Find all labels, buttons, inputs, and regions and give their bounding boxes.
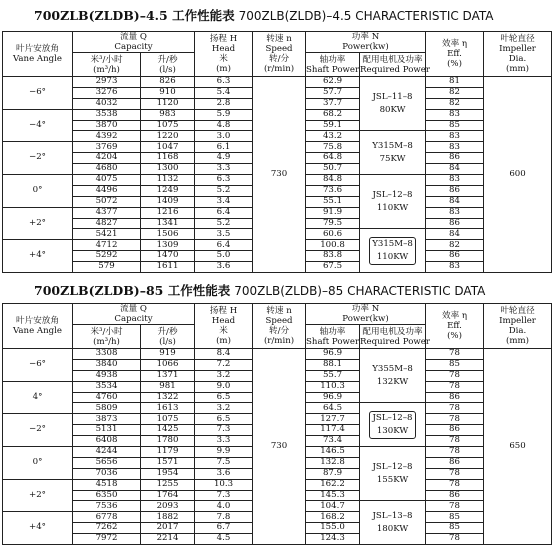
motor-model: Y315M–8 — [372, 140, 413, 151]
efficiency-cell: 83 — [426, 131, 484, 142]
header-speed — [253, 32, 306, 77]
efficiency-cell: 78 — [426, 501, 484, 512]
required-power-cell — [360, 447, 426, 501]
header-capacity-m3h — [73, 53, 141, 77]
capacity-m3h-cell: 5421 — [73, 229, 141, 240]
efficiency-cell: 78 — [426, 403, 484, 414]
capacity-m3h-cell: 3538 — [73, 109, 141, 120]
shaft-power-cell: 62.9 — [306, 77, 360, 88]
motor-power: 130KW — [376, 425, 409, 436]
capacity-m3h-cell: 3870 — [73, 120, 141, 131]
capacity-m3h-cell: 3873 — [73, 414, 141, 425]
capacity-ls-cell: 910 — [141, 87, 195, 98]
motor-model: JSL–12–8 — [372, 412, 413, 423]
capacity-m3h-cell: 6408 — [73, 436, 141, 447]
power-label: 功率 N Power(kw) — [342, 32, 389, 52]
capacity-m3h-cell: 4680 — [73, 164, 141, 175]
capacity-m3h-cell: 3534 — [73, 381, 141, 392]
capacity-m3h-cell: 4377 — [73, 207, 141, 218]
shaft-power-cell: 79.5 — [306, 218, 360, 229]
capacity-m3h-cell: 7036 — [73, 468, 141, 479]
capacity-ls-cell: 1255 — [141, 479, 195, 490]
shaft-power-cell: 110.3 — [306, 381, 360, 392]
capacity-ls-cell: 1764 — [141, 490, 195, 501]
motor-box — [369, 411, 415, 439]
capacity-m3h-cell: 4204 — [73, 153, 141, 164]
header-capacity-m3h — [73, 325, 141, 349]
shaft-power-cell: 96.9 — [306, 349, 360, 360]
capacity-ls-label: 升/秒 (l/s) — [157, 326, 178, 347]
efficiency-cell: 85 — [426, 512, 484, 523]
shaft-power-cell: 91.9 — [306, 207, 360, 218]
shaft-power-cell: 75.8 — [306, 142, 360, 153]
table-title — [34, 281, 485, 299]
capacity-ls-cell: 1371 — [141, 370, 195, 381]
capacity-m3h-cell: 4938 — [73, 370, 141, 381]
capacity-m3h-cell: 7262 — [73, 523, 141, 534]
header-speed — [253, 304, 306, 349]
head-cell: 3.2 — [195, 370, 253, 381]
motor-power: 132KW — [376, 376, 409, 387]
shaft-power-cell: 127.7 — [306, 414, 360, 425]
efficiency-cell: 78 — [426, 447, 484, 458]
shaft-power-cell: 50.7 — [306, 164, 360, 175]
capacity-m3h-cell: 7972 — [73, 534, 141, 545]
efficiency-cell: 83 — [426, 207, 484, 218]
efficiency-cell: 78 — [426, 370, 484, 381]
capacity-label: 流量 Q Capacity — [114, 304, 153, 324]
capacity-ls-cell: 1047 — [141, 142, 195, 153]
head-cell: 5.2 — [195, 218, 253, 229]
motor-model: JSL–12–8 — [372, 189, 413, 200]
shaft-power-label: 轴功率 Shaft Power — [306, 54, 360, 75]
head-cell: 9.9 — [195, 447, 253, 458]
characteristic-table — [2, 303, 552, 545]
capacity-m3h-label: 米³/小时 (m³/h) — [90, 326, 123, 347]
head-cell: 3.5 — [195, 229, 253, 240]
efficiency-cell: 86 — [426, 392, 484, 403]
efficiency-cell: 86 — [426, 490, 484, 501]
efficiency-cell: 81 — [426, 77, 484, 88]
capacity-ls-cell: 1571 — [141, 457, 195, 468]
capacity-ls-cell: 1780 — [141, 436, 195, 447]
capacity-m3h-cell: 3276 — [73, 87, 141, 98]
vane-angle-cell: −4° — [3, 109, 73, 142]
head-cell: 9.0 — [195, 381, 253, 392]
efficiency-cell: 78 — [426, 436, 484, 447]
efficiency-cell: 78 — [426, 468, 484, 479]
capacity-label: 流量 Q Capacity — [114, 32, 153, 52]
head-cell: 10.3 — [195, 479, 253, 490]
capacity-ls-cell: 919 — [141, 349, 195, 360]
capacity-m3h-cell: 2973 — [73, 77, 141, 88]
head-cell: 6.3 — [195, 175, 253, 186]
required-power-label: 配用电机及功率 Required Power — [360, 54, 430, 75]
capacity-m3h-cell: 579 — [73, 262, 141, 273]
header-efficiency — [426, 304, 484, 349]
header-impeller — [484, 32, 552, 77]
capacity-m3h-cell: 5292 — [73, 251, 141, 262]
head-cell: 3.3 — [195, 436, 253, 447]
required-power-label: 配用电机及功率 Required Power — [360, 326, 430, 347]
capacity-ls-cell: 1882 — [141, 512, 195, 523]
vane-angle-cell: −6° — [3, 349, 73, 382]
capacity-ls-cell: 1954 — [141, 468, 195, 479]
table-row — [3, 77, 552, 88]
efficiency-cell: 82 — [426, 98, 484, 109]
head-cell: 6.4 — [195, 240, 253, 251]
shaft-power-label: 轴功率 Shaft Power — [306, 326, 360, 347]
capacity-ls-cell: 1132 — [141, 175, 195, 186]
shaft-power-cell: 84.8 — [306, 175, 360, 186]
motor-model: Y355M–8 — [372, 363, 413, 374]
title-english: 700ZLB(ZLDB)–4.5 CHARACTERISTIC DATA — [238, 9, 494, 23]
header-head — [195, 32, 253, 77]
capacity-m3h-cell: 4518 — [73, 479, 141, 490]
head-cell: 7.3 — [195, 425, 253, 436]
efficiency-cell: 86 — [426, 153, 484, 164]
head-cell: 4.8 — [195, 120, 253, 131]
motor-power: 110KW — [376, 251, 409, 262]
capacity-m3h-cell: 4032 — [73, 98, 141, 109]
head-cell: 5.4 — [195, 87, 253, 98]
efficiency-cell: 83 — [426, 109, 484, 120]
capacity-ls-cell: 1249 — [141, 185, 195, 196]
capacity-m3h-cell: 4712 — [73, 240, 141, 251]
motor-power: 155KW — [376, 474, 409, 485]
title-main: 700ZLB(ZLDB)–4.5 工作性能表 — [34, 8, 235, 23]
capacity-m3h-cell: 5131 — [73, 425, 141, 436]
shaft-power-cell: 83.8 — [306, 251, 360, 262]
capacity-m3h-cell: 4760 — [73, 392, 141, 403]
header-vane-angle — [3, 304, 73, 349]
head-cell: 6.5 — [195, 392, 253, 403]
capacity-ls-cell: 1168 — [141, 153, 195, 164]
head-cell: 3.2 — [195, 403, 253, 414]
speed-label: 转速 n Speed 转/分 (r/min) — [263, 34, 295, 74]
capacity-ls-cell: 2093 — [141, 501, 195, 512]
efficiency-cell: 86 — [426, 457, 484, 468]
efficiency-cell: 78 — [426, 349, 484, 360]
header-power — [306, 32, 426, 53]
head-cell: 6.7 — [195, 523, 253, 534]
impeller-label: 叶轮直径 Impeller Dia. (mm) — [499, 34, 536, 74]
shaft-power-cell: 55.1 — [306, 196, 360, 207]
efficiency-label: 效率 η Eff. (%) — [441, 39, 468, 69]
capacity-ls-cell: 1613 — [141, 403, 195, 414]
header-efficiency — [426, 32, 484, 77]
head-cell: 3.3 — [195, 164, 253, 175]
vane-angle-cell: −6° — [3, 77, 73, 110]
table-row — [3, 349, 552, 360]
head-cell: 6.1 — [195, 142, 253, 153]
efficiency-cell: 78 — [426, 414, 484, 425]
capacity-ls-cell: 1120 — [141, 98, 195, 109]
capacity-m3h-cell: 6350 — [73, 490, 141, 501]
shaft-power-cell: 96.9 — [306, 392, 360, 403]
header-required-power — [360, 53, 430, 77]
vane-angle-label: 叶片安放角 Vane Angle — [13, 44, 62, 64]
header-required-power — [360, 325, 430, 349]
capacity-ls-cell: 1220 — [141, 131, 195, 142]
shaft-power-cell: 57.7 — [306, 87, 360, 98]
head-cell: 6.5 — [195, 414, 253, 425]
capacity-m3h-cell: 7536 — [73, 501, 141, 512]
efficiency-cell: 86 — [426, 218, 484, 229]
header-power — [306, 304, 426, 325]
shaft-power-cell: 168.2 — [306, 512, 360, 523]
efficiency-cell: 82 — [426, 87, 484, 98]
capacity-ls-cell: 1425 — [141, 425, 195, 436]
impeller-cell: 600 — [484, 77, 552, 273]
efficiency-cell: 82 — [426, 240, 484, 251]
vane-angle-cell: −2° — [3, 414, 73, 447]
shaft-power-cell: 155.0 — [306, 523, 360, 534]
speed-cell: 730 — [253, 77, 306, 273]
header-vane-angle — [3, 32, 73, 77]
capacity-m3h-cell: 3840 — [73, 359, 141, 370]
capacity-m3h-cell: 4496 — [73, 185, 141, 196]
vane-angle-cell: 0° — [3, 175, 73, 208]
header-shaft-power — [306, 53, 360, 77]
head-cell: 4.5 — [195, 534, 253, 545]
capacity-ls-cell: 1179 — [141, 447, 195, 458]
shaft-power-cell: 64.5 — [306, 403, 360, 414]
motor-model: JSL–13–8 — [372, 510, 413, 521]
capacity-ls-cell: 1066 — [141, 359, 195, 370]
efficiency-label: 效率 η Eff. (%) — [441, 311, 468, 341]
head-cell: 7.8 — [195, 512, 253, 523]
head-cell: 7.2 — [195, 359, 253, 370]
shaft-power-cell: 73.6 — [306, 185, 360, 196]
required-power-cell — [360, 229, 426, 273]
capacity-ls-cell: 983 — [141, 109, 195, 120]
required-power-cell — [360, 175, 426, 229]
head-cell: 3.6 — [195, 468, 253, 479]
efficiency-cell: 83 — [426, 175, 484, 186]
header-impeller — [484, 304, 552, 349]
impeller-cell: 650 — [484, 349, 552, 545]
required-power-cell — [360, 77, 426, 131]
head-cell: 8.4 — [195, 349, 253, 360]
capacity-m3h-cell: 5809 — [73, 403, 141, 414]
capacity-ls-cell: 2017 — [141, 523, 195, 534]
capacity-ls-cell: 826 — [141, 77, 195, 88]
title-main: 700ZLB(ZLDB)–85 工作性能表 — [34, 283, 231, 298]
vane-angle-cell: +4° — [3, 512, 73, 545]
capacity-ls-cell: 1341 — [141, 218, 195, 229]
head-cell: 5.0 — [195, 251, 253, 262]
vane-angle-label: 叶片安放角 Vane Angle — [13, 316, 62, 336]
capacity-m3h-cell: 4392 — [73, 131, 141, 142]
motor-power: 80KW — [379, 104, 406, 115]
capacity-ls-cell: 1470 — [141, 251, 195, 262]
shaft-power-cell: 100.8 — [306, 240, 360, 251]
head-cell: 3.0 — [195, 131, 253, 142]
head-cell: 5.9 — [195, 109, 253, 120]
shaft-power-cell: 117.4 — [306, 425, 360, 436]
efficiency-cell: 86 — [426, 425, 484, 436]
motor-power: 110KW — [376, 202, 409, 213]
shaft-power-cell: 145.3 — [306, 490, 360, 501]
efficiency-cell: 78 — [426, 381, 484, 392]
header-capacity-ls — [141, 53, 195, 77]
capacity-m3h-label: 米³/小时 (m³/h) — [90, 54, 123, 75]
shaft-power-cell: 132.8 — [306, 457, 360, 468]
capacity-m3h-cell: 4244 — [73, 447, 141, 458]
efficiency-cell: 83 — [426, 142, 484, 153]
capacity-m3h-cell: 5072 — [73, 196, 141, 207]
capacity-ls-cell: 1300 — [141, 164, 195, 175]
vane-angle-cell: +2° — [3, 479, 73, 512]
head-label: 扬程 H Head 米 (m) — [209, 34, 238, 74]
vane-angle-cell: +2° — [3, 207, 73, 240]
header-head — [195, 304, 253, 349]
capacity-ls-cell: 981 — [141, 381, 195, 392]
shaft-power-cell: 43.2 — [306, 131, 360, 142]
shaft-power-cell: 162.2 — [306, 479, 360, 490]
head-cell: 6.4 — [195, 207, 253, 218]
shaft-power-cell: 124.3 — [306, 534, 360, 545]
shaft-power-cell: 64.8 — [306, 153, 360, 164]
capacity-ls-label: 升/秒 (l/s) — [157, 54, 178, 75]
capacity-m3h-cell: 3769 — [73, 142, 141, 153]
vane-angle-cell: +4° — [3, 240, 73, 273]
head-cell: 4.9 — [195, 153, 253, 164]
shaft-power-cell: 60.6 — [306, 229, 360, 240]
header-capacity — [73, 32, 195, 53]
title-english: 700ZLB(ZLDB)–85 CHARACTERISTIC DATA — [234, 284, 486, 298]
head-cell: 3.4 — [195, 196, 253, 207]
header-shaft-power — [306, 325, 360, 349]
efficiency-cell: 78 — [426, 534, 484, 545]
capacity-ls-cell: 1506 — [141, 229, 195, 240]
head-label: 扬程 H Head 米 (m) — [209, 306, 238, 346]
head-cell: 3.6 — [195, 262, 253, 273]
shaft-power-cell: 59.1 — [306, 120, 360, 131]
motor-box — [369, 237, 416, 265]
shaft-power-cell: 55.7 — [306, 370, 360, 381]
power-label: 功率 N Power(kw) — [342, 304, 389, 324]
shaft-power-cell: 87.9 — [306, 468, 360, 479]
capacity-ls-cell: 1216 — [141, 207, 195, 218]
efficiency-cell: 86 — [426, 251, 484, 262]
shaft-power-cell: 104.7 — [306, 501, 360, 512]
efficiency-cell: 85 — [426, 523, 484, 534]
shaft-power-cell: 73.4 — [306, 436, 360, 447]
shaft-power-cell: 68.2 — [306, 109, 360, 120]
shaft-power-cell: 88.1 — [306, 359, 360, 370]
table-title — [34, 6, 493, 24]
motor-power: 75KW — [379, 153, 406, 164]
motor-power: 180KW — [376, 523, 409, 534]
head-cell: 7.3 — [195, 490, 253, 501]
capacity-ls-cell: 1322 — [141, 392, 195, 403]
capacity-m3h-cell: 4075 — [73, 175, 141, 186]
efficiency-cell: 85 — [426, 120, 484, 131]
motor-model: JSL–11–8 — [372, 91, 413, 102]
capacity-ls-cell: 1409 — [141, 196, 195, 207]
shaft-power-cell: 146.5 — [306, 447, 360, 458]
efficiency-cell: 78 — [426, 479, 484, 490]
header-capacity — [73, 304, 195, 325]
shaft-power-cell: 37.7 — [306, 98, 360, 109]
capacity-m3h-cell: 5656 — [73, 457, 141, 468]
speed-label: 转速 n Speed 转/分 (r/min) — [263, 306, 295, 346]
vane-angle-cell: −2° — [3, 142, 73, 175]
impeller-label: 叶轮直径 Impeller Dia. (mm) — [499, 306, 536, 346]
required-power-cell — [360, 349, 426, 403]
efficiency-cell: 83 — [426, 262, 484, 273]
vane-angle-cell: 4° — [3, 381, 73, 414]
capacity-ls-cell: 2214 — [141, 534, 195, 545]
required-power-cell — [360, 501, 426, 545]
capacity-m3h-cell: 6778 — [73, 512, 141, 523]
motor-model: JSL–12–8 — [372, 461, 413, 472]
efficiency-cell: 85 — [426, 359, 484, 370]
efficiency-cell: 86 — [426, 185, 484, 196]
capacity-m3h-cell: 4827 — [73, 218, 141, 229]
motor-model: Y315M–8 — [372, 238, 413, 249]
shaft-power-cell: 67.5 — [306, 262, 360, 273]
capacity-ls-cell: 1075 — [141, 120, 195, 131]
head-cell: 2.8 — [195, 98, 253, 109]
efficiency-cell: 84 — [426, 196, 484, 207]
efficiency-cell: 84 — [426, 164, 484, 175]
capacity-ls-cell: 1075 — [141, 414, 195, 425]
header-capacity-ls — [141, 325, 195, 349]
capacity-m3h-cell: 3308 — [73, 349, 141, 360]
capacity-ls-cell: 1309 — [141, 240, 195, 251]
speed-cell: 730 — [253, 349, 306, 545]
head-cell: 4.0 — [195, 501, 253, 512]
required-power-cell — [360, 403, 426, 447]
head-cell: 5.2 — [195, 185, 253, 196]
vane-angle-cell: 0° — [3, 447, 73, 480]
head-cell: 6.3 — [195, 77, 253, 88]
head-cell: 7.5 — [195, 457, 253, 468]
efficiency-cell: 84 — [426, 229, 484, 240]
characteristic-table — [2, 31, 552, 273]
capacity-ls-cell: 1611 — [141, 262, 195, 273]
required-power-cell — [360, 131, 426, 175]
